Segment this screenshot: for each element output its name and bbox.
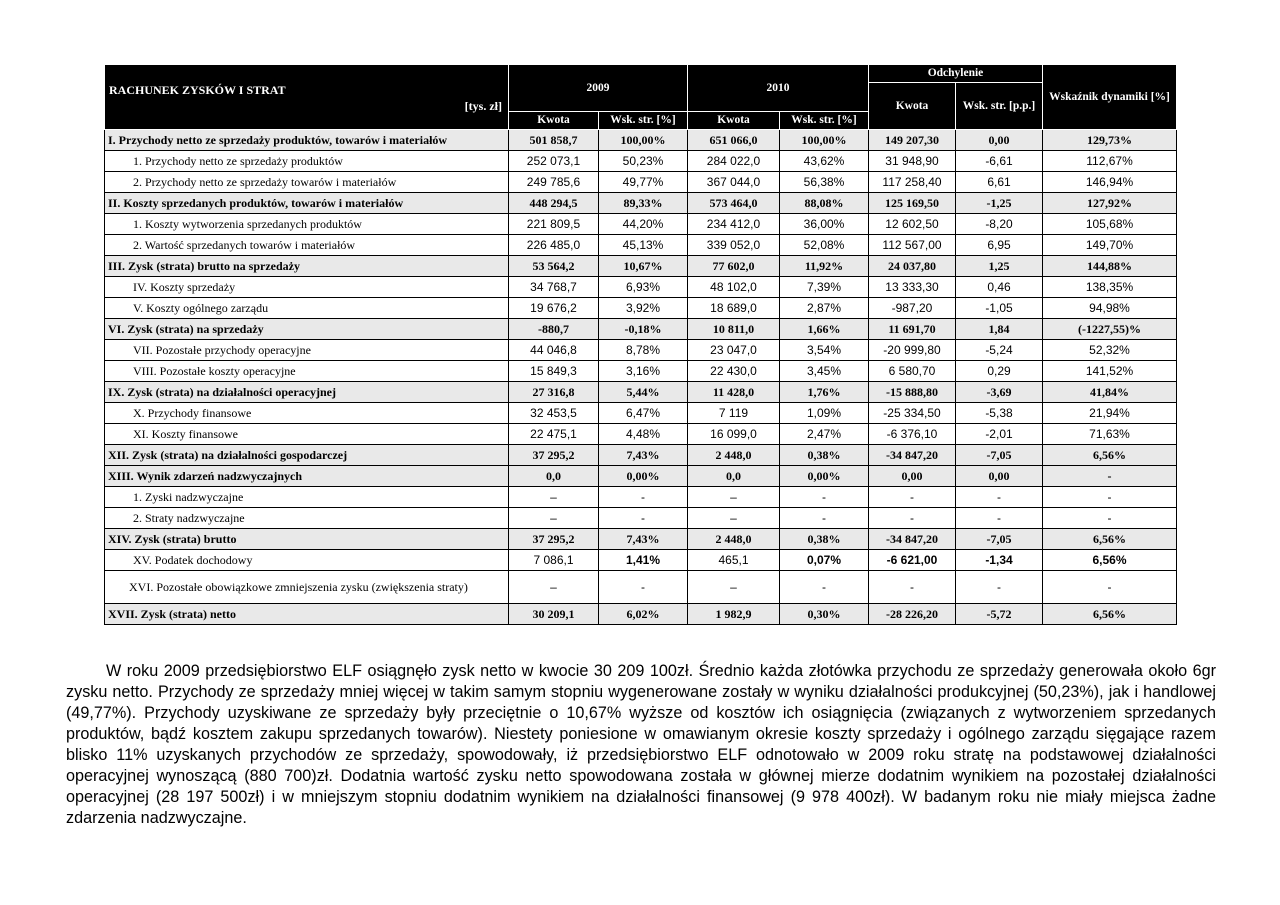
deviation-wsk: -1,05 (956, 298, 1043, 319)
kwota-2009: 34 768,7 (509, 277, 599, 298)
dynamics-index: 94,98% (1043, 298, 1177, 319)
kwota-2009: 448 294,5 (509, 193, 599, 214)
deviation-wsk: 0,00 (956, 130, 1043, 151)
kwota-2009-header: Kwota (509, 112, 599, 130)
wsk-2009: 7,43% (599, 529, 688, 550)
row-label: II. Koszty sprzedanych produktów, towarów i materiałów (105, 193, 509, 214)
dynamics-index: 144,88% (1043, 256, 1177, 277)
deviation-wsk: - (956, 571, 1043, 604)
table-row (105, 466, 1177, 487)
deviation-kwota: - (869, 508, 956, 529)
deviation-kwota: 117 258,40 (869, 172, 956, 193)
analysis-paragraph: W roku 2009 przedsiębiorstwo ELF osiągnęło zysk netto w kwocie 30 209 100zł. Średnio każda złotówka przychodu ze sprzedaży generowała około 6gr zysku netto. Przychody ze sprzedaży mniej więcej w takim samym stopniu wygenerowane zostały w wyniku działalności produkcyjnej (50,23%), jak i handlowej (49,77%). Przychody uzyskiwane ze sprzedaży były przeciętnie o 10,67% wyższe od kosztów ich osiągnięcia (związanych z wytworzeniem sprzedanych produktów, bądź kosztem zakupu sprzedanych towarów). Niestety poniesione w omawianym okresie koszty sprzedaży i ogólnego zarządu sięgające razem blisko 11% uzyskanych przychodów ze sprzedaży, spowodowały, iż przedsiębiorstwo ELF odnotowało w 2009 roku stratę na podstawowej działalności operacyjnej wynoszącą (880 700)zł. Dodatnia wartość zysku netto spowodowana została w głównej mierze dodatnim wynikiem na pozostałej działalności operacyjnej (28 197 500zł) i w mniejszym stopniu dodatnim wynikiem na działalności finansowej (9 978 400zł). W badanym roku nie miały miejsca żadne zdarzenia nadzwyczajne. (66, 662, 1216, 827)
wsk-2010: 3,45% (780, 361, 869, 382)
row-label: III. Zysk (strata) brutto na sprzedaży (105, 256, 509, 277)
row-label: 2. Wartość sprzedanych towarów i materiałów (105, 235, 509, 256)
deviation-wsk: -1,34 (956, 550, 1043, 571)
wsk-2010: 0,38% (780, 529, 869, 550)
dynamics-index: 6,56% (1043, 445, 1177, 466)
wsk-2009: 10,67% (599, 256, 688, 277)
deviation-kwota: 31 948,90 (869, 151, 956, 172)
dynamics-index: 41,84% (1043, 382, 1177, 403)
wsk-2010: - (780, 571, 869, 604)
deviation-wsk: -8,20 (956, 214, 1043, 235)
table-row (105, 571, 1177, 604)
wsk-2010: 2,87% (780, 298, 869, 319)
wsk-2009: 6,47% (599, 403, 688, 424)
kwota-2009: 15 849,3 (509, 361, 599, 382)
table-row (105, 319, 1177, 340)
wsk-2009: 1,41% (599, 550, 688, 571)
row-label: XI. Koszty finansowe (105, 424, 509, 445)
table-row (105, 298, 1177, 319)
kwota-2010: 10 811,0 (688, 319, 780, 340)
wsk-2009: 50,23% (599, 151, 688, 172)
deviation-kwota: 6 580,70 (869, 361, 956, 382)
table-row (105, 277, 1177, 298)
row-label: 1. Przychody netto ze sprzedaży produktów (105, 151, 509, 172)
deviation-wsk: 6,95 (956, 235, 1043, 256)
dynamics-index: 146,94% (1043, 172, 1177, 193)
wsk-2010: - (780, 487, 869, 508)
row-label: IV. Koszty sprzedaży (105, 277, 509, 298)
kwota-2010: 339 052,0 (688, 235, 780, 256)
wsk-2009: 0,00% (599, 466, 688, 487)
table-row (105, 256, 1177, 277)
wsk-2009: 3,92% (599, 298, 688, 319)
wsk-2009: - (599, 487, 688, 508)
kwota-2009: 32 453,5 (509, 403, 599, 424)
table-row (105, 487, 1177, 508)
table-row (105, 340, 1177, 361)
wsk-2009: 89,33% (599, 193, 688, 214)
wsk-2010: 1,76% (780, 382, 869, 403)
table-header (105, 65, 1177, 130)
deviation-wsk: -5,24 (956, 340, 1043, 361)
kwota-2010: – (688, 487, 780, 508)
kwota-2009: 30 209,1 (509, 604, 599, 625)
row-label: XVII. Zysk (strata) netto (105, 604, 509, 625)
kwota-2009: 53 564,2 (509, 256, 599, 277)
kwota-2010: 2 448,0 (688, 529, 780, 550)
deviation-kwota: -34 847,20 (869, 445, 956, 466)
wsk-2009: 6,93% (599, 277, 688, 298)
wsk-2010: 88,08% (780, 193, 869, 214)
table-row (105, 550, 1177, 571)
wsk-2009-header: Wsk. str. [%] (599, 112, 688, 130)
kwota-2010: 11 428,0 (688, 382, 780, 403)
dynamics-index: (-1227,55)% (1043, 319, 1177, 340)
kwota-2010-header: Kwota (688, 112, 780, 130)
dynamics-index: 112,67% (1043, 151, 1177, 172)
table-row (105, 403, 1177, 424)
deviation-wsk: 0,46 (956, 277, 1043, 298)
kwota-2009: 37 295,2 (509, 529, 599, 550)
deviation-kwota: 149 207,30 (869, 130, 956, 151)
deviation-kwota: - (869, 571, 956, 604)
table-row (105, 529, 1177, 550)
kwota-2010: – (688, 571, 780, 604)
deviation-kwota: -20 999,80 (869, 340, 956, 361)
kwota-2009: 44 046,8 (509, 340, 599, 361)
deviation-kwota: 125 169,50 (869, 193, 956, 214)
kwota-2010: 651 066,0 (688, 130, 780, 151)
dynamics-index: 52,32% (1043, 340, 1177, 361)
deviation-wsk: - (956, 487, 1043, 508)
deviation-wsk: -6,61 (956, 151, 1043, 172)
row-label: V. Koszty ogólnego zarządu (105, 298, 509, 319)
row-label: I. Przychody netto ze sprzedaży produktów, towarów i materiałów (105, 130, 509, 151)
wsk-2009: 6,02% (599, 604, 688, 625)
table-row (105, 172, 1177, 193)
wsk-2009: 7,43% (599, 445, 688, 466)
kwota-2010: 7 119 (688, 403, 780, 424)
kwota-2010: 465,1 (688, 550, 780, 571)
kwota-2009: 37 295,2 (509, 445, 599, 466)
deviation-kwota: 0,00 (869, 466, 956, 487)
wsk-2009: -0,18% (599, 319, 688, 340)
deviation-kwota-header: Kwota (869, 83, 956, 130)
deviation-kwota: -987,20 (869, 298, 956, 319)
deviation-wsk: -1,25 (956, 193, 1043, 214)
row-label: XIII. Wynik zdarzeń nadzwyczajnych (105, 466, 509, 487)
kwota-2009: – (509, 487, 599, 508)
year-2009-header: 2009 (509, 65, 688, 112)
kwota-2009: 221 809,5 (509, 214, 599, 235)
deviation-kwota: -25 334,50 (869, 403, 956, 424)
kwota-2010: 77 602,0 (688, 256, 780, 277)
table-row (105, 445, 1177, 466)
wsk-2009: 8,78% (599, 340, 688, 361)
wsk-2010: 0,30% (780, 604, 869, 625)
table-row (105, 193, 1177, 214)
deviation-wsk: 6,61 (956, 172, 1043, 193)
kwota-2010: 18 689,0 (688, 298, 780, 319)
wsk-2009: - (599, 508, 688, 529)
dynamics-index: 6,56% (1043, 550, 1177, 571)
row-label: XV. Podatek dochodowy (105, 550, 509, 571)
table-row (105, 424, 1177, 445)
dynamics-index: - (1043, 571, 1177, 604)
income-statement-table (104, 64, 1177, 625)
kwota-2010: 23 047,0 (688, 340, 780, 361)
row-label: VII. Pozostałe przychody operacyjne (105, 340, 509, 361)
kwota-2010: 22 430,0 (688, 361, 780, 382)
deviation-wsk: - (956, 508, 1043, 529)
wsk-2009: 45,13% (599, 235, 688, 256)
deviation-kwota: 24 037,80 (869, 256, 956, 277)
row-label: VI. Zysk (strata) na sprzedaży (105, 319, 509, 340)
table-title-cell (105, 65, 509, 130)
wsk-2010: 0,38% (780, 445, 869, 466)
kwota-2010: 284 022,0 (688, 151, 780, 172)
row-label: 2. Przychody netto ze sprzedaży towarów i materiałów (105, 172, 509, 193)
table-row (105, 235, 1177, 256)
wsk-2010: 43,62% (780, 151, 869, 172)
kwota-2009: 501 858,7 (509, 130, 599, 151)
wsk-2009: 49,77% (599, 172, 688, 193)
kwota-2009: – (509, 508, 599, 529)
year-2010-header: 2010 (688, 65, 869, 112)
dynamics-index-header: Wskaźnik dynamiki [%] (1043, 65, 1177, 130)
kwota-2010: 573 464,0 (688, 193, 780, 214)
deviation-wsk: -5,72 (956, 604, 1043, 625)
wsk-2010: 2,47% (780, 424, 869, 445)
wsk-2010-header: Wsk. str. [%] (780, 112, 869, 130)
dynamics-index: 141,52% (1043, 361, 1177, 382)
kwota-2010: 1 982,9 (688, 604, 780, 625)
wsk-2009: 100,00% (599, 130, 688, 151)
kwota-2010: 2 448,0 (688, 445, 780, 466)
dynamics-index: 21,94% (1043, 403, 1177, 424)
deviation-wsk: -5,38 (956, 403, 1043, 424)
deviation-kwota: - (869, 487, 956, 508)
kwota-2009: 27 316,8 (509, 382, 599, 403)
wsk-2009: 3,16% (599, 361, 688, 382)
dynamics-index: 127,92% (1043, 193, 1177, 214)
wsk-2010: 1,66% (780, 319, 869, 340)
deviation-kwota: -28 226,20 (869, 604, 956, 625)
table-row (105, 382, 1177, 403)
kwota-2009: -880,7 (509, 319, 599, 340)
deviation-kwota: 11 691,70 (869, 319, 956, 340)
wsk-2009: 4,48% (599, 424, 688, 445)
deviation-kwota: 112 567,00 (869, 235, 956, 256)
kwota-2010: 48 102,0 (688, 277, 780, 298)
deviation-wsk: 0,00 (956, 466, 1043, 487)
deviation-wsk: 0,29 (956, 361, 1043, 382)
dynamics-index: 129,73% (1043, 130, 1177, 151)
row-label: XVI. Pozostałe obowiązkowe zmniejszenia zysku (zwiększenia straty) (105, 571, 509, 604)
dynamics-index: 6,56% (1043, 604, 1177, 625)
deviation-wsk: -3,69 (956, 382, 1043, 403)
wsk-2010: 52,08% (780, 235, 869, 256)
row-label: 1. Koszty wytworzenia sprzedanych produktów (105, 214, 509, 235)
dynamics-index: 138,35% (1043, 277, 1177, 298)
deviation-wsk: -2,01 (956, 424, 1043, 445)
kwota-2009: 19 676,2 (509, 298, 599, 319)
row-label: XIV. Zysk (strata) brutto (105, 529, 509, 550)
deviation-kwota: 12 602,50 (869, 214, 956, 235)
deviation-kwota: -34 847,20 (869, 529, 956, 550)
row-label: IX. Zysk (strata) na działalności operacyjnej (105, 382, 509, 403)
wsk-2010: 0,00% (780, 466, 869, 487)
table-row (105, 361, 1177, 382)
deviation-wsk: 1,25 (956, 256, 1043, 277)
deviation-kwota: -6 376,10 (869, 424, 956, 445)
deviation-kwota: -15 888,80 (869, 382, 956, 403)
kwota-2010: 0,0 (688, 466, 780, 487)
wsk-2010: - (780, 508, 869, 529)
kwota-2009: 7 086,1 (509, 550, 599, 571)
table-unit: [tys. zł] (464, 99, 502, 113)
kwota-2010: 16 099,0 (688, 424, 780, 445)
deviation-wsk: -7,05 (956, 445, 1043, 466)
wsk-2010: 0,07% (780, 550, 869, 571)
wsk-2010: 7,39% (780, 277, 869, 298)
dynamics-index: 105,68% (1043, 214, 1177, 235)
table-body (105, 130, 1177, 625)
kwota-2009: 22 475,1 (509, 424, 599, 445)
wsk-2010: 11,92% (780, 256, 869, 277)
deviation-wsk-pp-header: Wsk. str. [p.p.] (956, 83, 1043, 130)
dynamics-index: - (1043, 487, 1177, 508)
deviation-kwota: 13 333,30 (869, 277, 956, 298)
kwota-2009: 226 485,0 (509, 235, 599, 256)
kwota-2009: – (509, 571, 599, 604)
deviation-kwota: -6 621,00 (869, 550, 956, 571)
deviation-wsk: 1,84 (956, 319, 1043, 340)
row-label: VIII. Pozostałe koszty operacyjne (105, 361, 509, 382)
deviation-wsk: -7,05 (956, 529, 1043, 550)
dynamics-index: 6,56% (1043, 529, 1177, 550)
wsk-2010: 3,54% (780, 340, 869, 361)
table-row (105, 508, 1177, 529)
kwota-2009: 249 785,6 (509, 172, 599, 193)
dynamics-index: 71,63% (1043, 424, 1177, 445)
kwota-2010: 234 412,0 (688, 214, 780, 235)
table-title: RACHUNEK ZYSKÓW I STRAT (109, 83, 286, 97)
table-row (105, 214, 1177, 235)
wsk-2009: 44,20% (599, 214, 688, 235)
wsk-2010: 100,00% (780, 130, 869, 151)
wsk-2010: 1,09% (780, 403, 869, 424)
table-row (105, 130, 1177, 151)
row-label: 1. Zyski nadzwyczajne (105, 487, 509, 508)
deviation-header: Odchylenie (869, 65, 1043, 83)
kwota-2010: – (688, 508, 780, 529)
table-row (105, 151, 1177, 172)
dynamics-index: 149,70% (1043, 235, 1177, 256)
wsk-2010: 36,00% (780, 214, 869, 235)
row-label: 2. Straty nadzwyczajne (105, 508, 509, 529)
kwota-2010: 367 044,0 (688, 172, 780, 193)
table-row (105, 604, 1177, 625)
row-label: XII. Zysk (strata) na działalności gospodarczej (105, 445, 509, 466)
kwota-2009: 252 073,1 (509, 151, 599, 172)
dynamics-index: - (1043, 508, 1177, 529)
kwota-2009: 0,0 (509, 466, 599, 487)
dynamics-index: - (1043, 466, 1177, 487)
wsk-2010: 56,38% (780, 172, 869, 193)
wsk-2009: - (599, 571, 688, 604)
row-label: X. Przychody finansowe (105, 403, 509, 424)
wsk-2009: 5,44% (599, 382, 688, 403)
